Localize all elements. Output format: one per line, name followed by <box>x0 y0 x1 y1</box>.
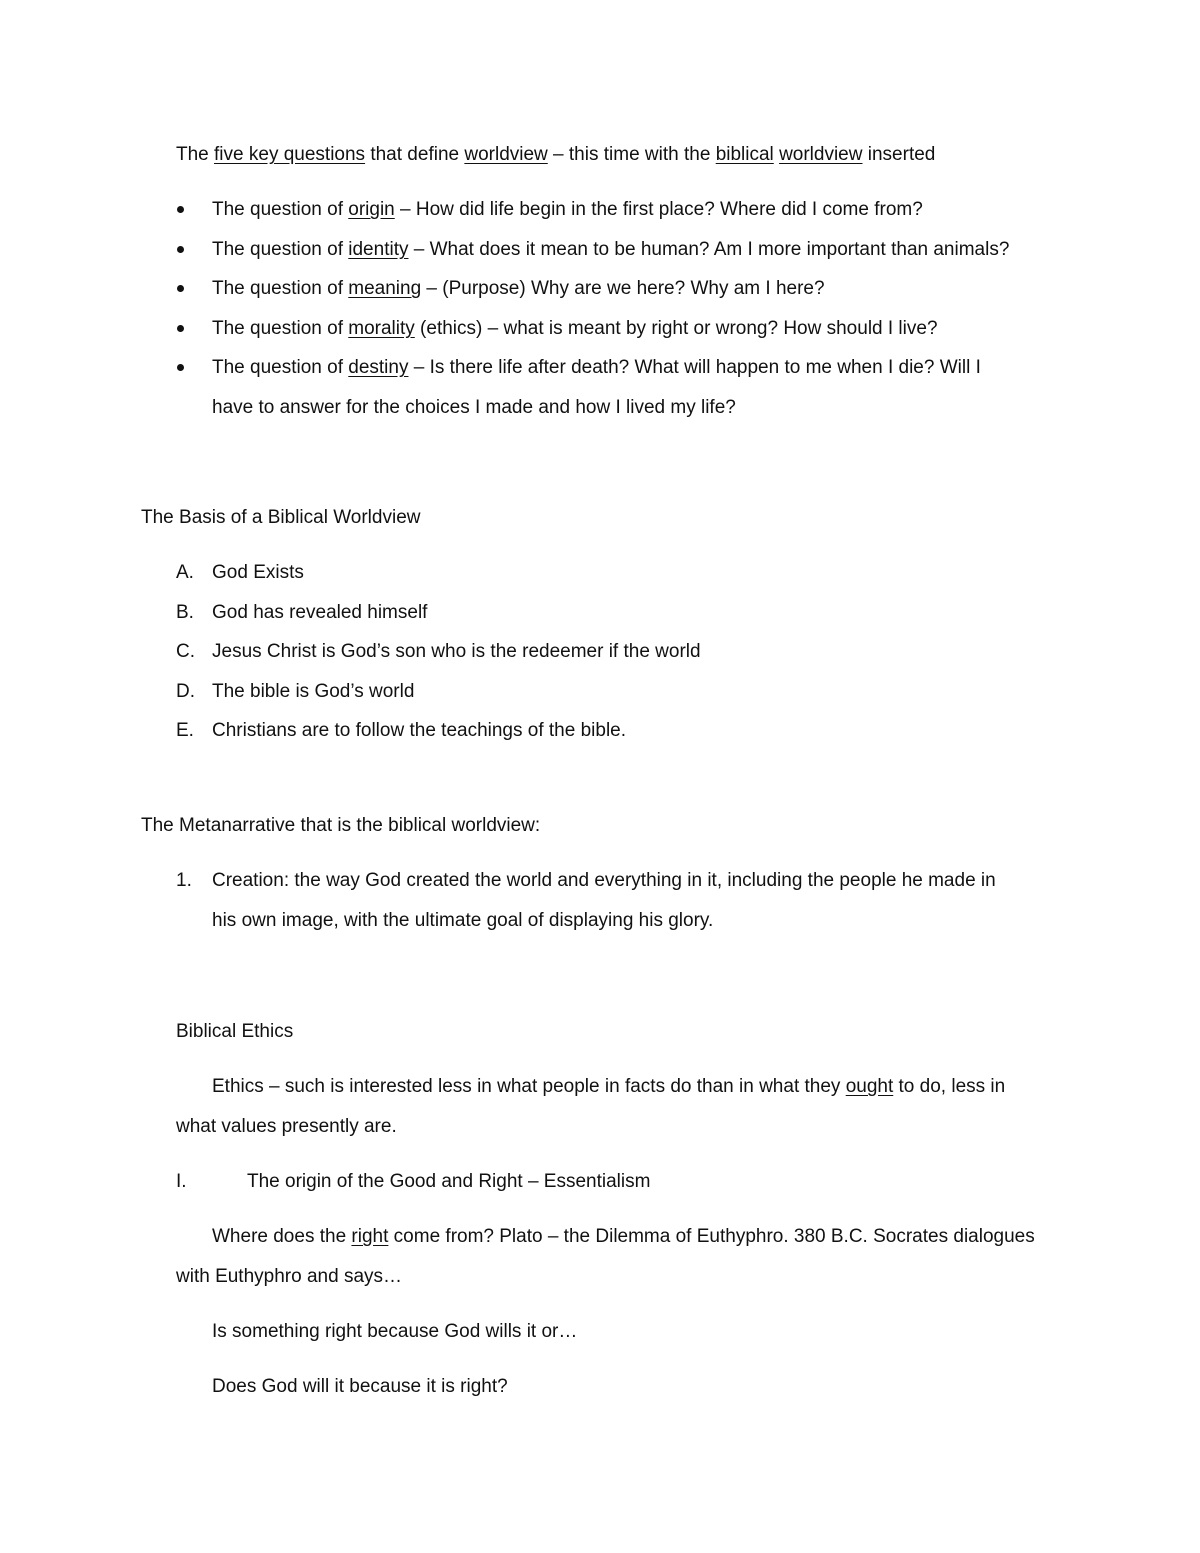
question-term: destiny <box>348 357 409 378</box>
intro-text: The <box>176 144 215 165</box>
basis-item: Christians are to follow the teachings of the bible. <box>212 720 627 741</box>
underlined-term: worldview <box>779 144 863 165</box>
question-text: come from? Plato – the Dilemma of Euthyphro. 380 B.C. Socrates dialogues <box>388 1226 1035 1247</box>
dilemma-line: Is something right because God wills it or… <box>212 1321 578 1342</box>
question-term: identity <box>348 239 409 260</box>
question-text: The question of <box>212 357 349 378</box>
question-text: Where does the <box>212 1226 352 1247</box>
dilemma-line: Does God will it because it is right? <box>212 1376 508 1397</box>
question-term: morality <box>348 318 415 339</box>
question-text: – How did life begin in the first place? Where did I come from? <box>394 199 923 220</box>
metanarrative-item: Creation: the way God created the world and everything in it, including the people he made in <box>212 870 996 891</box>
bullet-icon <box>177 325 184 332</box>
bullet-icon <box>177 285 184 292</box>
underlined-term: five key questions <box>214 144 366 165</box>
question-item <box>212 356 981 380</box>
question-item <box>212 317 938 341</box>
intro-text: that define <box>365 144 465 165</box>
ethics-question <box>212 1225 1035 1249</box>
question-continuation: have to answer for the choices I made and how I lived my life? <box>212 397 736 418</box>
intro-line <box>176 143 935 167</box>
question-term: origin <box>348 199 395 220</box>
basis-item: The bible is God’s world <box>212 681 415 702</box>
underlined-term: biblical <box>715 144 774 165</box>
intro-text: inserted <box>862 144 936 165</box>
intro-text: – this time with the <box>547 144 716 165</box>
question-text: The question of <box>212 199 349 220</box>
bullet-icon <box>177 364 184 371</box>
question-text: – Is there life after death? What will happen to me when I die? Will I <box>408 357 981 378</box>
question-item <box>212 198 923 222</box>
ethics-heading: Biblical Ethics <box>176 1021 294 1042</box>
section-marker: I. <box>176 1171 187 1192</box>
basis-heading: The Basis of a Biblical Worldview <box>141 507 421 528</box>
section-title: The origin of the Good and Right – Essentialism <box>247 1171 651 1192</box>
question-text: – What does it mean to be human? Am I more important than animals? <box>408 239 1010 260</box>
basis-item: God has revealed himself <box>212 602 428 623</box>
definition-text: to do, less in <box>893 1076 1006 1097</box>
basis-item: God Exists <box>212 562 304 583</box>
question-text: – (Purpose) Why are we here? Why am I here? <box>421 278 825 299</box>
question-item <box>212 238 1009 262</box>
list-marker: 1. <box>176 870 192 891</box>
question-text: The question of <box>212 278 349 299</box>
question-term: meaning <box>348 278 422 299</box>
ethics-definition-continuation: what values presently are. <box>176 1116 397 1137</box>
list-marker: D. <box>176 681 195 702</box>
ethics-question-continuation: with Euthyphro and says… <box>176 1266 403 1287</box>
list-marker: E. <box>176 720 194 741</box>
question-term: right <box>351 1226 389 1247</box>
question-item <box>212 277 825 301</box>
underlined-term: worldview <box>464 144 548 165</box>
bullet-icon <box>177 246 184 253</box>
metanarrative-item-continuation: his own image, with the ultimate goal of displaying his glory. <box>212 910 714 931</box>
list-marker: A. <box>176 562 194 583</box>
bullet-icon <box>177 206 184 213</box>
ethics-definition <box>212 1075 1005 1099</box>
definition-text: Ethics – such is interested less in what people in facts do than in what they <box>212 1076 846 1097</box>
basis-item: Jesus Christ is God’s son who is the redeemer if the world <box>212 641 701 662</box>
metanarrative-heading: The Metanarrative that is the biblical worldview: <box>141 815 541 836</box>
list-marker: C. <box>176 641 195 662</box>
question-text: The question of <box>212 318 349 339</box>
question-text: The question of <box>212 239 349 260</box>
list-marker: B. <box>176 602 194 623</box>
question-text: (ethics) – what is meant by right or wrong? How should I live? <box>414 318 938 339</box>
definition-term: ought <box>845 1076 894 1097</box>
